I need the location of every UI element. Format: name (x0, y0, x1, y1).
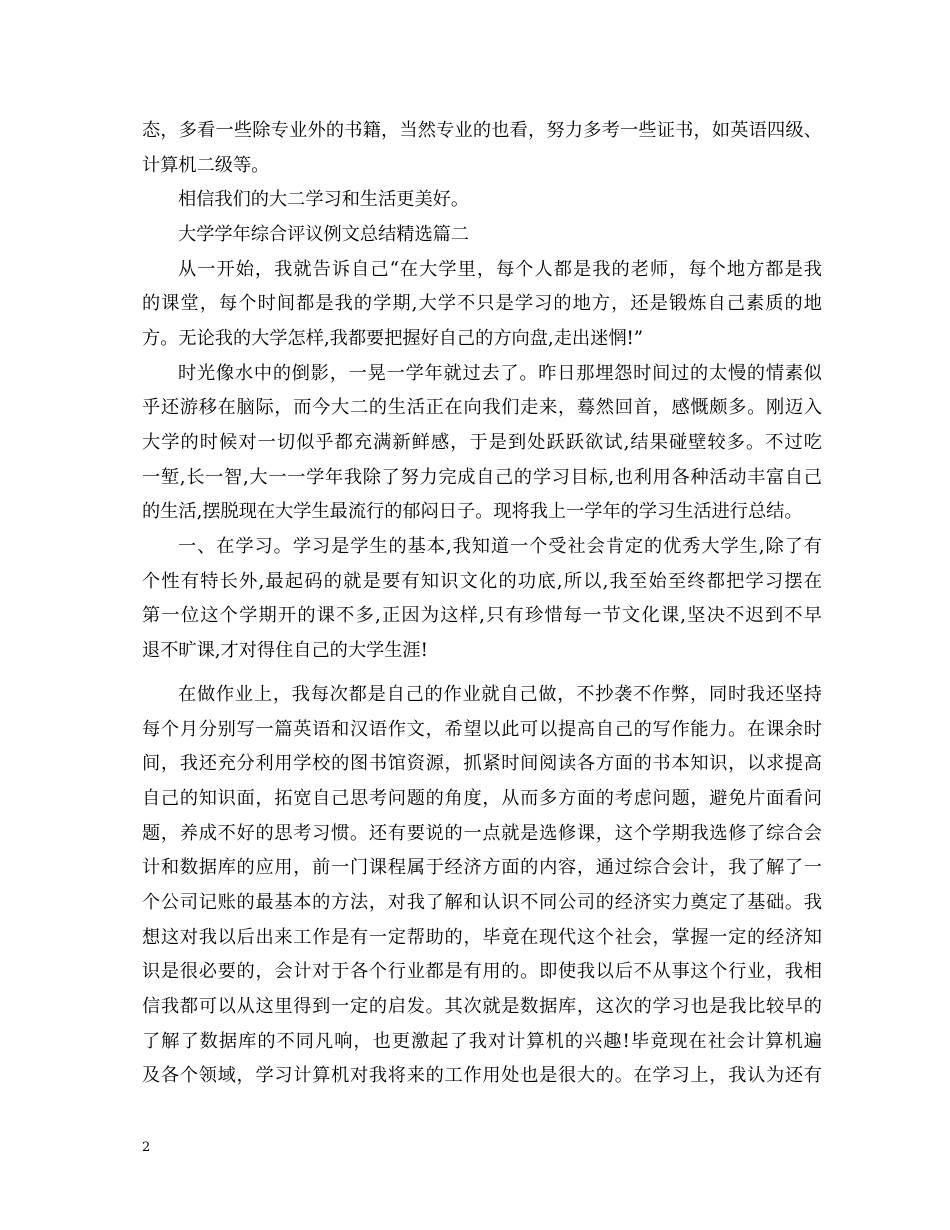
text-line: 信我都可以从这里得到一定的启发。其次就是数据库，这次的学习也是我比较早的 (142, 996, 822, 1017)
text-line: 一、在学习。学习是学生的基本,我知道一个受社会肯定的优秀大学生,除了有 (178, 536, 822, 557)
text-line: 间，我还充分利用学校的图书馆资源，抓紧时间阅读各方面的书本知识，以求提高 (142, 753, 822, 774)
text-line: 计和数据库的应用，前一门课程属于经济方面的内容，通过综合会计，我了解了一 (142, 857, 822, 878)
text-line: 的生活,摆脱现在大学生最流行的郁闷日子。现将我上一学年的学习生活进行总结。 (142, 501, 803, 522)
text-line: 及各个领域，学习计算机对我将来的工作用处也是很大的。在学习上，我认为还有 (142, 1065, 822, 1086)
text-line: 在做作业上，我每次都是自己的作业就自己做，不抄袭不作弊，同时我还坚持 (178, 684, 822, 705)
text-line: 一堑,长一智,大一一学年我除了努力完成自己的学习目标,也利用各种活动丰富自己 (142, 467, 822, 488)
text-line: 态，多看一些除专业外的书籍，当然专业的也看，努力多考一些证书，如英语四级、 (142, 120, 822, 141)
text-line: 相信我们的大二学习和生活更美好。 (178, 189, 470, 210)
text-line: 自己的知识面，拓宽自己思考问题的角度，从而多方面的考虑问题，避免片面看问 (142, 788, 822, 809)
text-line: 时光像水中的倒影，一晃一学年就过去了。昨日那埋怨时间过的太慢的情素似 (178, 363, 822, 384)
text-line: 题，养成不好的思考习惯。还有要说的一点就是选修课，这个学期我选修了综合会 (142, 823, 822, 844)
text-line: 个公司记账的最基本的方法，对我了解和认识不同公司的经济实力奠定了基础。我 (142, 892, 822, 913)
text-line: 计算机二级等。 (142, 155, 270, 176)
text-line: 乎还游移在脑际，而今大二的生活正在向我们走来，蓦然回首，感慨颇多。刚迈入 (142, 397, 822, 418)
text-line: 大学的时候对一切似乎都充满新鲜感，于是到处跃跃欲试,结果碰壁较多。不过吃 (142, 432, 822, 453)
text-line: 从一开始，我就告诉自己“在大学里，每个人都是我的老师，每个地方都是我 (178, 259, 822, 280)
section-heading: 大学学年综合评议例文总结精选篇二 (178, 224, 470, 245)
text-line: 的课堂，每个时间都是我的学期,大学不只是学习的地方，还是锻炼自己素质的地 (142, 293, 822, 314)
text-line: 第一位这个学期开的课不多,正因为这样,只有珍惜每一节文化课,坚决不迟到不早 (142, 605, 822, 626)
text-line: 个性有特长外,最起码的就是要有知识文化的功底,所以,我至始至终都把学习摆在 (142, 571, 822, 592)
text-line: 方。无论我的大学怎样,我都要把握好自己的方向盘,走出迷惘!” (142, 328, 644, 349)
text-line: 每个月分别写一篇英语和汉语作文，希望以此可以提高自己的写作能力。在课余时 (142, 719, 822, 740)
text-line: 想这对我以后出来工作是有一定帮助的，毕竟在现代这个社会，掌握一定的经济知 (142, 927, 822, 948)
text-line: 识是很必要的，会计对于各个行业都是有用的。即使我以后不从事这个行业，我相 (142, 961, 822, 982)
text-line: 了解了数据库的不同凡响，也更激起了我对计算机的兴趣!毕竟现在社会计算机遍 (142, 1031, 822, 1052)
text-line: 退不旷课,才对得住自己的大学生涯! (142, 640, 428, 661)
page-number: 2 (142, 1140, 151, 1155)
